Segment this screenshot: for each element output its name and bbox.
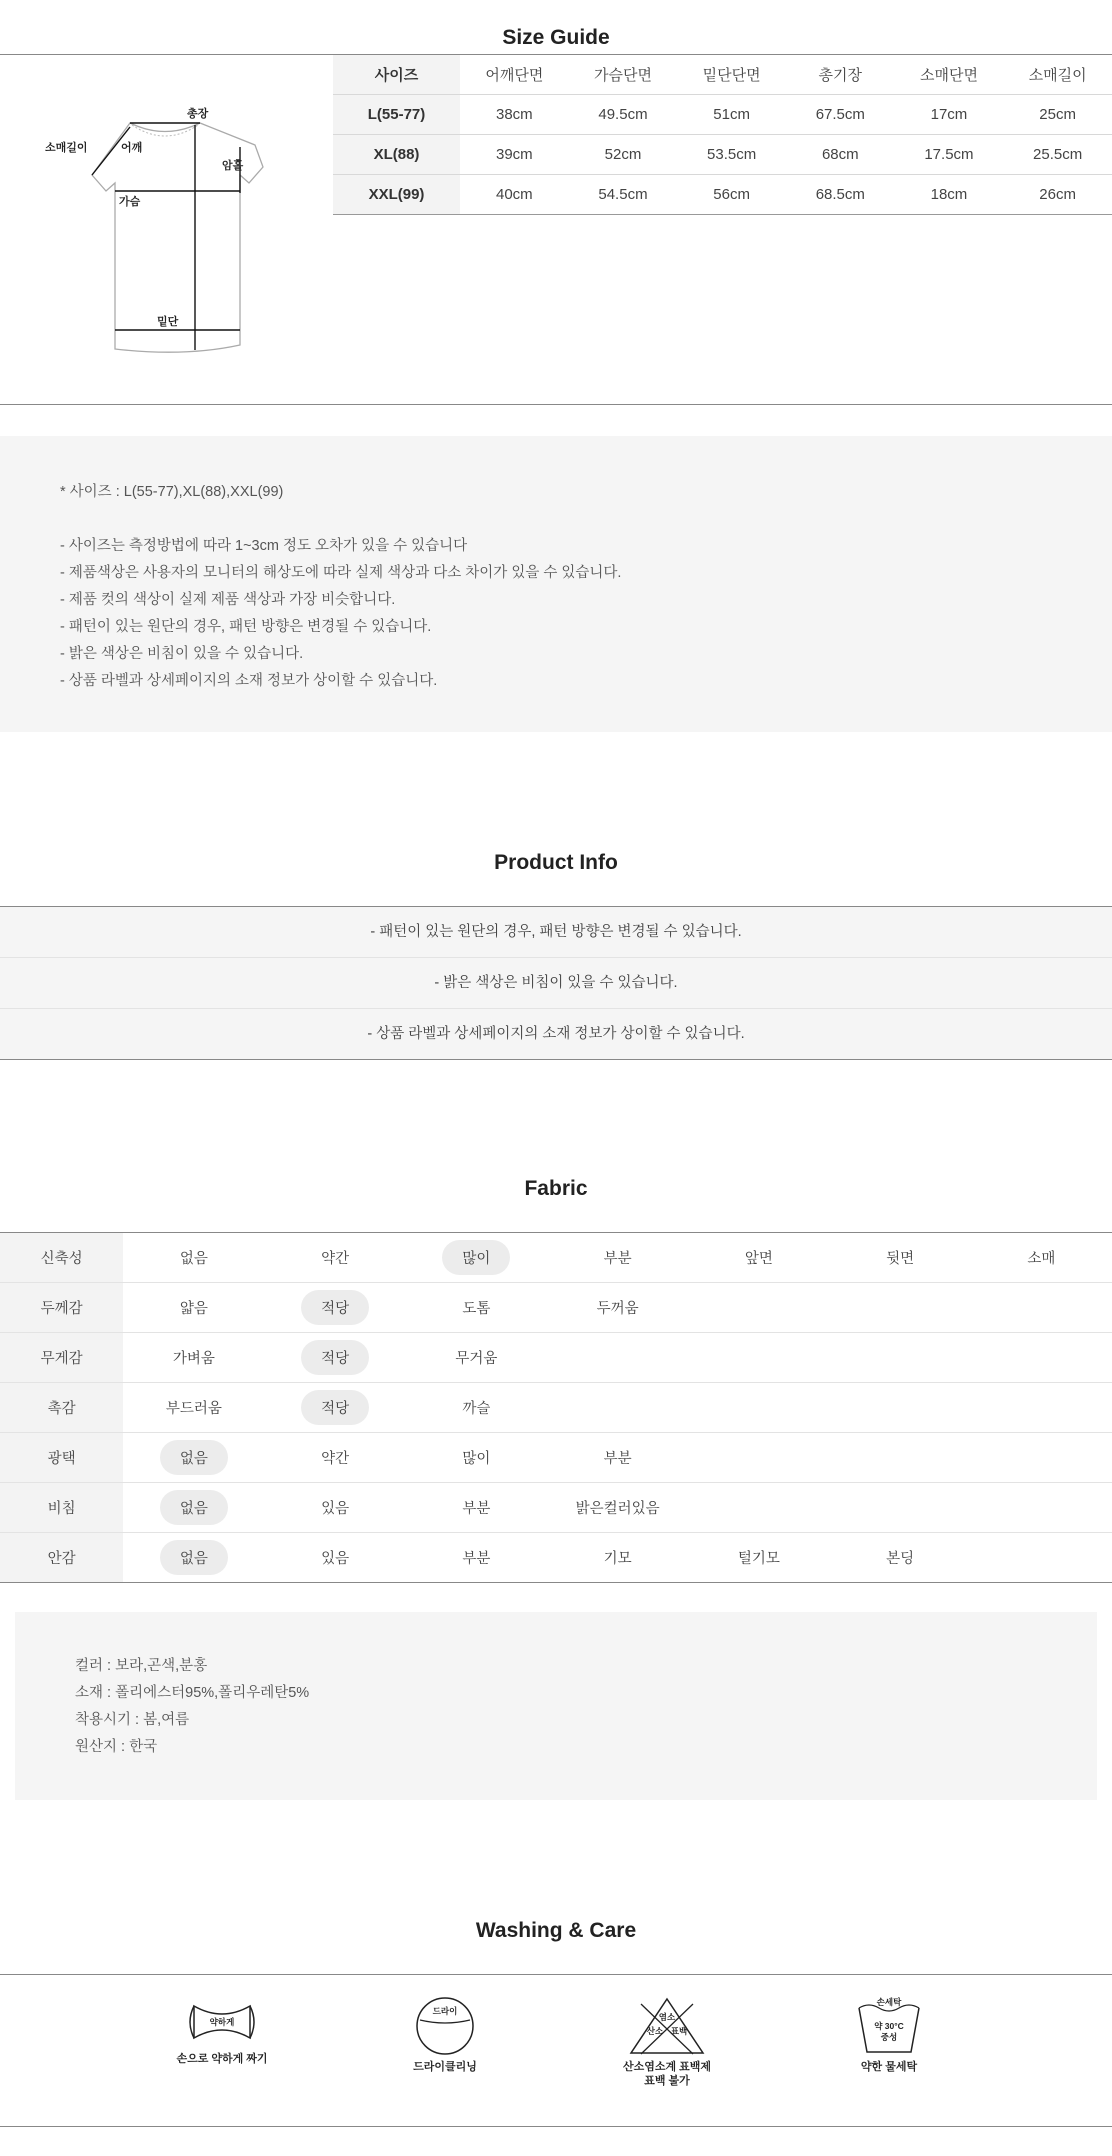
- fabric-option: [688, 1283, 829, 1333]
- fabric-option-label: [739, 1399, 779, 1413]
- hand-wash-wring-icon: [182, 1996, 262, 2048]
- fabric-option: [123, 1383, 264, 1433]
- table-cell: 18cm: [895, 175, 1004, 215]
- fabric-option-label: [739, 1299, 779, 1313]
- fabric-option: [547, 1533, 688, 1583]
- fabric-option: [971, 1333, 1112, 1383]
- header-cell: 어깨단면: [460, 55, 569, 95]
- table-cell: 52cm: [569, 135, 678, 175]
- fabric-option: [688, 1333, 829, 1383]
- fabric-option-label: 부드러움: [165, 1401, 222, 1417]
- label-armhole: 암홀: [222, 160, 244, 172]
- care-caption: 약한 물세탁: [860, 2061, 918, 2073]
- fabric-row: [0, 1233, 1112, 1283]
- fabric-option-label: [1021, 1549, 1061, 1563]
- fabric-option: [829, 1383, 970, 1433]
- fabric-option-label: [880, 1349, 920, 1363]
- divider: [0, 2126, 1112, 2127]
- header-cell: 소매단면: [895, 55, 1004, 95]
- fabric-option: [406, 1433, 547, 1483]
- care-caption: 산소염소계 표백제: [622, 2061, 712, 2073]
- fabric-option: [406, 1533, 547, 1583]
- fabric-option: [406, 1333, 547, 1383]
- label-chest: 가슴: [119, 196, 141, 208]
- table-cell: 39cm: [460, 135, 569, 175]
- fabric-option: [547, 1433, 688, 1483]
- fabric-option-label: 부분: [603, 1451, 632, 1467]
- fabric-row: [0, 1333, 1112, 1383]
- size-label-cell: XXL(99): [333, 175, 460, 215]
- washing-care-title: Washing & Care: [475, 1919, 637, 1942]
- fabric-option: [829, 1283, 970, 1333]
- table-row: [333, 135, 1112, 175]
- fabric-option: [688, 1483, 829, 1533]
- fabric-row: [0, 1533, 1112, 1583]
- fabric-option-label: 없음: [179, 1251, 208, 1267]
- fabric-option-label: [880, 1499, 920, 1513]
- fabric-option-selected: [123, 1433, 264, 1483]
- size-label-cell: L(55-77): [333, 95, 460, 135]
- fabric-row: [0, 1283, 1112, 1333]
- fabric-option-label: 약간: [321, 1451, 350, 1467]
- table-cell: 49.5cm: [569, 95, 678, 135]
- fabric-attribute-label: 비침: [0, 1483, 123, 1533]
- product-info-title: Product Info: [494, 851, 618, 874]
- fabric-option: [406, 1383, 547, 1433]
- fabric-option: [971, 1433, 1112, 1483]
- fabric-option: [971, 1383, 1112, 1433]
- care-symbol-text: 약하게: [209, 2017, 235, 2027]
- fabric-option-label: 무거움: [455, 1351, 498, 1367]
- table-cell: 17.5cm: [895, 135, 1004, 175]
- fabric-option-label: 소매: [1027, 1251, 1056, 1267]
- product-info-list: [0, 906, 1112, 1060]
- spec-box: [15, 1612, 1097, 1800]
- fabric-option-label: 도톰: [462, 1301, 491, 1317]
- care-item: [360, 1996, 530, 2074]
- table-row: [333, 175, 1112, 215]
- fabric-option: [264, 1433, 405, 1483]
- header-cell: 가슴단면: [569, 55, 678, 95]
- fabric-option-label: [880, 1399, 920, 1413]
- fabric-option: [829, 1333, 970, 1383]
- care-symbol-text: 염소: [658, 2012, 676, 2022]
- fabric-option: [547, 1383, 688, 1433]
- no-bleach-icon: [627, 1996, 707, 2056]
- label-sleeve-length: 소매길이: [45, 142, 88, 154]
- care-caption: 손으로 약하게 짜기: [176, 2053, 268, 2065]
- fabric-option-label: 기모: [603, 1551, 632, 1567]
- care-symbol-text: 산소: [646, 2026, 664, 2036]
- fabric-option: [547, 1233, 688, 1283]
- spec-color: 컬러 : 보라,곤색,분홍: [75, 1658, 208, 1674]
- table-cell: 67.5cm: [786, 95, 895, 135]
- table-row: [333, 95, 1112, 135]
- fabric-option: [264, 1533, 405, 1583]
- fabric-option: [264, 1483, 405, 1533]
- fabric-option-selected: [123, 1483, 264, 1533]
- fabric-option: [123, 1283, 264, 1333]
- fabric-option-label: 가벼움: [172, 1351, 215, 1367]
- size-summary-line: * 사이즈 : L(55-77),XL(88),XXL(99): [60, 484, 284, 500]
- table-cell: 40cm: [460, 175, 569, 215]
- dry-clean-icon: [405, 1996, 485, 2056]
- fabric-option-selected: [264, 1283, 405, 1333]
- list-item: - 상품 라벨과 상세페이지의 소재 정보가 상이할 수 있습니다.: [0, 1009, 1112, 1059]
- care-symbol-text: 손세탁: [876, 1997, 902, 2007]
- table-cell: 56cm: [677, 175, 786, 215]
- fabric-option: [829, 1233, 970, 1283]
- notice-line: - 밝은 색상은 비침이 있을 수 있습니다.: [60, 646, 304, 662]
- fabric-table: [0, 1232, 1112, 1583]
- table-cell: 17cm: [895, 95, 1004, 135]
- fabric-option-label: 없음: [160, 1540, 228, 1575]
- table-cell: 38cm: [460, 95, 569, 135]
- table-cell: 51cm: [677, 95, 786, 135]
- fabric-option: [688, 1533, 829, 1583]
- care-item: [582, 1996, 752, 2088]
- fabric-option-label: 없음: [160, 1440, 228, 1475]
- fabric-option-selected: [123, 1533, 264, 1583]
- notice-line: - 패턴이 있는 원단의 경우, 패턴 방향은 변경될 수 있습니다.: [60, 619, 432, 635]
- fabric-option-label: [739, 1449, 779, 1463]
- fabric-option-label: 적당: [301, 1390, 369, 1425]
- fabric-row: [0, 1433, 1112, 1483]
- fabric-option-label: 얇음: [179, 1301, 208, 1317]
- fabric-option-label: 없음: [160, 1490, 228, 1525]
- fabric-option: [688, 1433, 829, 1483]
- fabric-attribute-label: 광택: [0, 1433, 123, 1483]
- label-hem: 밑단: [157, 316, 179, 328]
- list-item: - 패턴이 있는 원단의 경우, 패턴 방향은 변경될 수 있습니다.: [0, 907, 1112, 958]
- fabric-option-label: 털기모: [737, 1551, 780, 1567]
- fabric-option: [688, 1233, 829, 1283]
- fabric-row: [0, 1383, 1112, 1433]
- fabric-option-label: [1021, 1299, 1061, 1313]
- fabric-option-label: [1021, 1449, 1061, 1463]
- fabric-option-selected: [406, 1233, 547, 1283]
- fabric-option: [971, 1283, 1112, 1333]
- header-cell: 사이즈: [333, 55, 460, 95]
- care-symbol-text: 중성: [880, 2032, 898, 2042]
- fabric-row: [0, 1483, 1112, 1533]
- size-table: [333, 55, 1112, 215]
- care-symbol-text: 드라이: [432, 2006, 458, 2016]
- fabric-option: [547, 1283, 688, 1333]
- fabric-attribute-label: 두께감: [0, 1283, 123, 1333]
- spec-season: 착용시기 : 봄,여름: [75, 1712, 190, 1728]
- fabric-option: [971, 1483, 1112, 1533]
- notice-line: - 제품 컷의 색상이 실제 제품 색상과 가장 비슷합니다.: [60, 592, 396, 608]
- fabric-option: [406, 1283, 547, 1333]
- fabric-option: [406, 1483, 547, 1533]
- fabric-option-label: 까슬: [462, 1401, 491, 1417]
- fabric-attribute-label: 무게감: [0, 1333, 123, 1383]
- fabric-option-label: 뒷면: [886, 1251, 915, 1267]
- fabric-option-label: 밝은컬러있음: [575, 1501, 660, 1517]
- table-cell: 25.5cm: [1003, 135, 1112, 175]
- table-cell: 54.5cm: [569, 175, 678, 215]
- fabric-option-selected: [264, 1383, 405, 1433]
- fabric-option-label: 부분: [462, 1551, 491, 1567]
- size-guide-title: Size Guide: [502, 26, 610, 49]
- label-total-length: 총장: [187, 108, 209, 120]
- header-cell: 소매길이: [1003, 55, 1112, 95]
- hand-wash-icon: [849, 1996, 929, 2056]
- fabric-option: [547, 1333, 688, 1383]
- fabric-option-label: 부분: [462, 1501, 491, 1517]
- fabric-attribute-label: 신축성: [0, 1233, 123, 1283]
- divider: [0, 404, 1112, 405]
- list-item: - 밝은 색상은 비침이 있을 수 있습니다.: [0, 958, 1112, 1009]
- fabric-option: [688, 1383, 829, 1433]
- size-label-cell: XL(88): [333, 135, 460, 175]
- fabric-option-label: 적당: [301, 1340, 369, 1375]
- spec-origin: 원산지 : 한국: [75, 1739, 158, 1755]
- table-cell: 68.5cm: [786, 175, 895, 215]
- table-cell: 25cm: [1003, 95, 1112, 135]
- tshirt-measurement-diagram: [35, 95, 275, 370]
- fabric-option-label: 약간: [321, 1251, 350, 1267]
- fabric-option-label: [739, 1499, 779, 1513]
- fabric-option: [971, 1233, 1112, 1283]
- notice-line: - 제품색상은 사용자의 모니터의 해상도에 따라 실제 색상과 다소 차이가 있을 수 있습니다.: [60, 565, 622, 581]
- fabric-option-label: [1021, 1399, 1061, 1413]
- fabric-option-label: 있음: [321, 1551, 350, 1567]
- fabric-option-label: [880, 1299, 920, 1313]
- fabric-option-label: [739, 1349, 779, 1363]
- fabric-option: [123, 1333, 264, 1383]
- fabric-option: [829, 1533, 970, 1583]
- fabric-option-label: 본딩: [886, 1551, 915, 1567]
- care-item: [804, 1996, 974, 2074]
- table-cell: 26cm: [1003, 175, 1112, 215]
- notice-box: [0, 436, 1112, 732]
- care-symbol-text: 표백: [670, 2026, 688, 2036]
- fabric-option-label: 적당: [301, 1290, 369, 1325]
- fabric-option: [264, 1233, 405, 1283]
- fabric-attribute-label: 안감: [0, 1533, 123, 1583]
- fabric-option-selected: [264, 1333, 405, 1383]
- fabric-option-label: 있음: [321, 1501, 350, 1517]
- fabric-attribute-label: 촉감: [0, 1383, 123, 1433]
- header-cell: 밑단단면: [677, 55, 786, 95]
- fabric-option-label: [1021, 1349, 1061, 1363]
- care-caption: 드라이클리닝: [413, 2061, 477, 2073]
- fabric-option-label: [598, 1349, 638, 1363]
- care-item: [137, 1996, 307, 2066]
- fabric-option-label: 많이: [442, 1240, 510, 1275]
- care-caption: 표백 불가: [644, 2075, 690, 2087]
- fabric-option-label: [1021, 1499, 1061, 1513]
- fabric-option-label: 두꺼움: [596, 1301, 639, 1317]
- care-symbol-text: 약 30°C: [874, 2021, 904, 2031]
- fabric-option-label: 많이: [462, 1451, 491, 1467]
- label-shoulder: 어깨: [121, 142, 143, 154]
- header-cell: 총기장: [786, 55, 895, 95]
- table-cell: 53.5cm: [677, 135, 786, 175]
- spec-material: 소재 : 폴리에스터95%,폴리우레탄5%: [75, 1685, 310, 1701]
- fabric-option-label: 부분: [603, 1251, 632, 1267]
- fabric-title: Fabric: [524, 1177, 588, 1200]
- fabric-option-label: [598, 1399, 638, 1413]
- fabric-option: [971, 1533, 1112, 1583]
- fabric-option: [123, 1233, 264, 1283]
- fabric-option: [829, 1483, 970, 1533]
- fabric-option: [829, 1433, 970, 1483]
- fabric-option-label: [880, 1449, 920, 1463]
- fabric-option-label: 앞면: [744, 1251, 773, 1267]
- divider: [0, 1974, 1112, 1975]
- notice-line: - 상품 라벨과 상세페이지의 소재 정보가 상이할 수 있습니다.: [60, 673, 438, 689]
- fabric-option: [547, 1483, 688, 1533]
- table-cell: 68cm: [786, 135, 895, 175]
- notice-line: - 사이즈는 측정방법에 따라 1~3cm 정도 오차가 있을 수 있습니다: [60, 538, 468, 554]
- size-table-header: [333, 55, 1112, 95]
